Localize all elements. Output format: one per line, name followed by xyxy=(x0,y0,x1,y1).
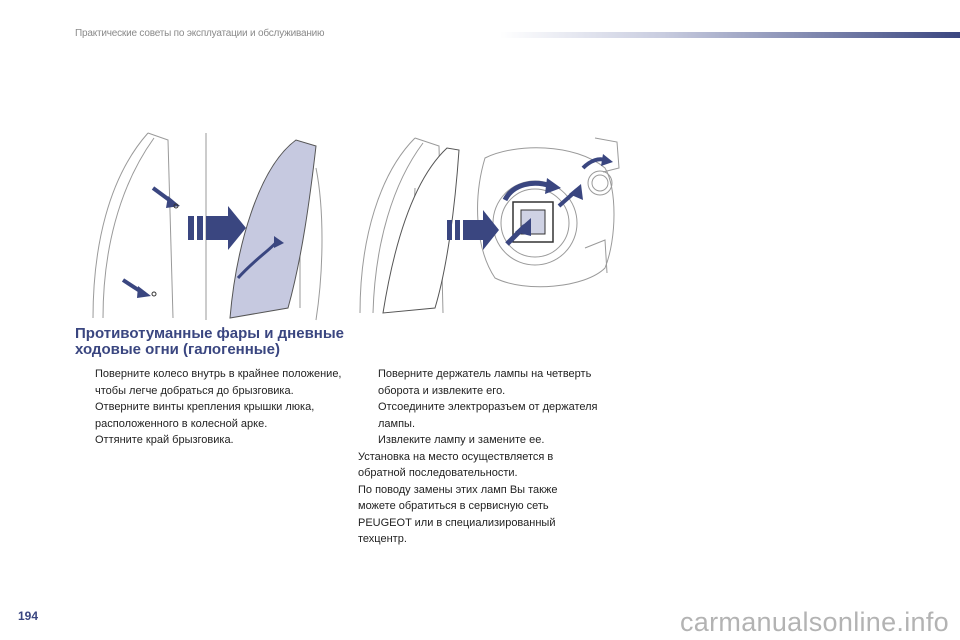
service-note: По поводу замены этих ламп Вы также можете обратиться в сервисную сеть PEUGEOT или в специализированный техцентр. xyxy=(358,483,558,545)
bullet-icon xyxy=(75,432,95,449)
bullet-icon xyxy=(358,399,378,432)
bullet-icon xyxy=(75,366,95,399)
bullet-icon xyxy=(75,399,95,432)
bullet-icon xyxy=(358,432,378,449)
list-item: Поверните колесо внутрь в крайнее положение, чтобы легче добраться до брызговика. xyxy=(75,366,345,399)
watermark: carmanualsonline.info xyxy=(680,607,949,637)
right-instructions xyxy=(358,366,598,548)
section-title: Противотуманные фары и дневные ходовые огни (галогенные) xyxy=(75,325,345,358)
running-header: Практические советы по эксплуатации и обслуживанию xyxy=(75,28,325,39)
reinstall-note: Установка на место осуществляется в обратной последовательности. xyxy=(358,450,554,479)
left-instructions xyxy=(75,366,345,449)
bullet-icon xyxy=(358,366,378,399)
list-item: Извлеките лампу и замените ее. xyxy=(358,432,598,449)
list-item: Поверните держатель лампы на четверть оборота и извлеките его. xyxy=(358,366,598,399)
connector-arrows xyxy=(559,154,613,206)
screw-arrow-bottom xyxy=(123,280,156,298)
header-accent-bar xyxy=(500,32,960,38)
list-item: Отсоедините электроразъем от держателя лампы. xyxy=(358,399,598,432)
screw-arrow-top xyxy=(153,188,180,208)
list-item: Оттяните край брызговика. xyxy=(75,432,345,449)
insert-arrow xyxy=(447,210,499,250)
list-item: Отверните винты крепления крышки люка, расположенного в колесной арке. xyxy=(75,399,345,432)
illustration-mudguard xyxy=(88,128,333,323)
pull-arrow xyxy=(188,206,246,250)
illustration-bulb-holder xyxy=(355,128,627,323)
page-number: 194 xyxy=(18,609,39,623)
